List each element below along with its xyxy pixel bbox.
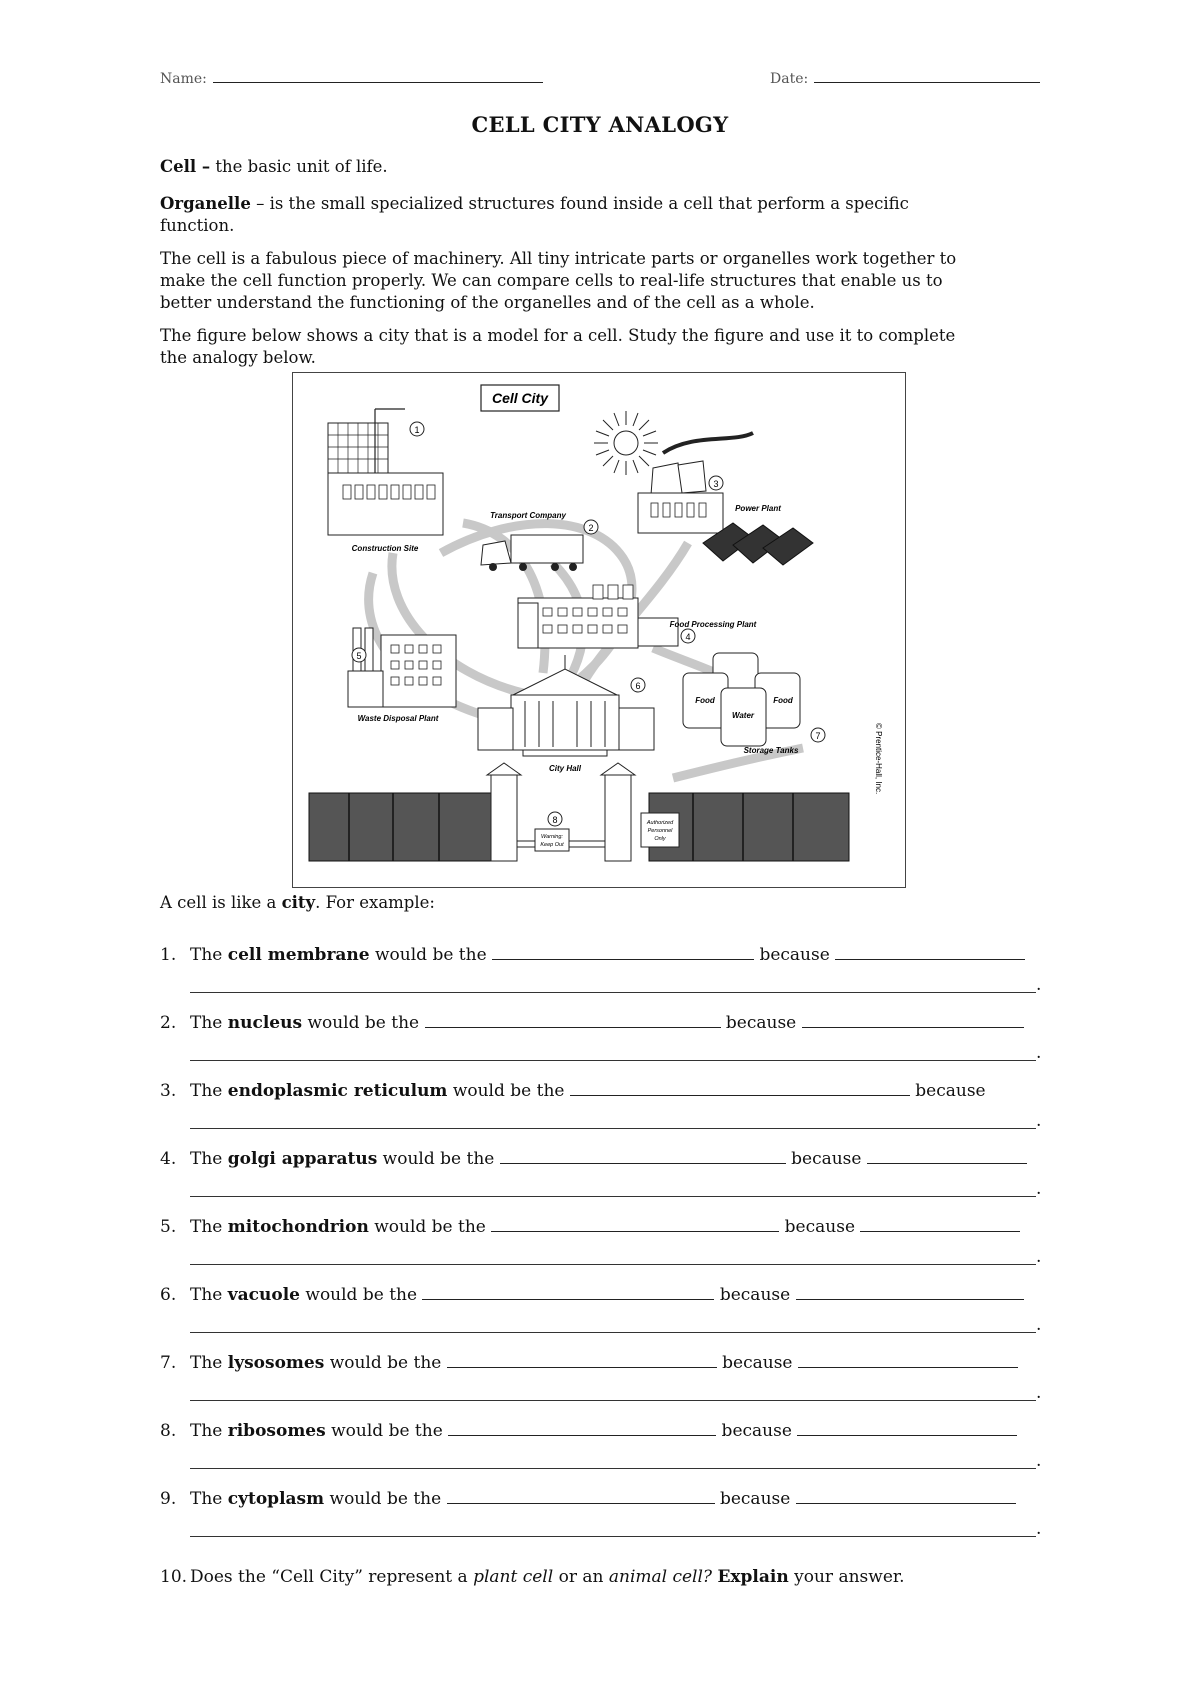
period: . [1036, 1179, 1042, 1199]
lead-in [160, 892, 1040, 914]
question-number: 7. [160, 1353, 177, 1373]
q-post: because [716, 1353, 798, 1373]
q-mid: would be the [324, 1489, 447, 1509]
answer-blank[interactable] [492, 945, 754, 960]
q-pre: The [190, 1489, 228, 1509]
q-post: because [714, 1489, 796, 1509]
question-6 [160, 1284, 1040, 1306]
q10-animal-cell: animal cell? [608, 1567, 713, 1587]
lead-in-suffix: . For example: [315, 893, 435, 912]
label-transport: Transport Company [490, 511, 566, 520]
label-food-processing: Food Processing Plant [669, 620, 757, 629]
question-10 [160, 1566, 1040, 1588]
intro-p1-line1: The cell is a fabulous piece of machinery. All tiny intricate parts or organelles work together to [160, 249, 957, 268]
q-pre: The [190, 1421, 228, 1441]
q-pre: The [190, 1285, 228, 1305]
construction-site [328, 409, 443, 553]
q10-plant-cell: plant cell [473, 1567, 554, 1587]
q10-text-4: your answer. [788, 1567, 905, 1587]
q-mid: would be the [369, 945, 493, 965]
marker-7: 7 [815, 731, 821, 741]
q-mid: would be the [377, 1149, 500, 1169]
date-line[interactable] [814, 70, 1040, 83]
period: . [1036, 1247, 1042, 1267]
q-post: because [720, 1013, 802, 1033]
period: . [1036, 1519, 1042, 1539]
organelle-def-1: – is the small specialized structures found inside a cell that perform a specific [250, 194, 909, 213]
question-number: 1. [160, 945, 177, 965]
marker-6: 6 [635, 681, 641, 691]
reason-blank[interactable] [796, 1285, 1024, 1300]
q10-text-2: or an [553, 1567, 609, 1587]
label-waste: Waste Disposal Plant [357, 714, 439, 723]
organelle-definition [160, 193, 1040, 237]
answer-blank[interactable] [447, 1353, 717, 1368]
label-city-hall: City Hall [548, 764, 582, 773]
warning-line-2: Keep Out [540, 842, 564, 848]
q-term: vacuole [227, 1285, 300, 1305]
q-post: because [716, 1421, 798, 1441]
question-number: 4. [160, 1149, 177, 1169]
lead-in-prefix: A cell is like a [160, 893, 282, 912]
question-2 [160, 1012, 1040, 1034]
answer-blank[interactable] [491, 1217, 779, 1232]
intro-p1-line2: make the cell function properly. We can compare cells to real-life structures that enable us to [160, 271, 943, 290]
intro-p2-line2: the analogy below. [160, 348, 316, 367]
question-4 [160, 1148, 1040, 1170]
sun [594, 411, 658, 475]
question-number: 5. [160, 1217, 177, 1237]
reason-line-8[interactable] [190, 1468, 1036, 1469]
cell-def: the basic unit of life. [210, 157, 388, 176]
reason-blank[interactable] [798, 1353, 1018, 1368]
answer-blank[interactable] [422, 1285, 714, 1300]
q-post: because [779, 1217, 861, 1237]
question-1 [160, 944, 1040, 966]
marker-8: 8 [552, 815, 558, 825]
reason-blank[interactable] [796, 1489, 1016, 1504]
q-term: mitochondrion [227, 1217, 369, 1237]
reason-line-7[interactable] [190, 1400, 1036, 1401]
organelle-def-2: function. [160, 216, 235, 235]
food-processing-plant [518, 585, 757, 648]
marker-4: 4 [685, 632, 691, 642]
reason-blank[interactable] [802, 1013, 1024, 1028]
period: . [1036, 1383, 1042, 1403]
reason-blank[interactable] [797, 1421, 1017, 1436]
q-post: because [785, 1149, 867, 1169]
q-term: cytoplasm [227, 1489, 325, 1509]
page-title: CELL CITY ANALOGY [471, 112, 729, 137]
marker-5: 5 [356, 651, 362, 661]
question-8 [160, 1420, 1040, 1442]
question-number: 6. [160, 1285, 177, 1305]
label-food-2: Food [773, 696, 793, 705]
q-pre: The [190, 1149, 228, 1169]
q-mid: would be the [302, 1013, 425, 1033]
question-number: 10. [160, 1567, 188, 1587]
answer-blank[interactable] [570, 1081, 910, 1096]
reason-line-2[interactable] [190, 1060, 1036, 1061]
date-field[interactable] [770, 70, 1040, 87]
q10-explain: Explain [717, 1567, 789, 1587]
q-mid: would be the [324, 1353, 447, 1373]
waste-disposal-plant [348, 628, 456, 723]
intro-p2-line1: The figure below shows a city that is a model for a cell. Study the figure and use it to complete [160, 326, 956, 345]
lead-in-bold: city [281, 893, 316, 912]
period: . [1036, 1451, 1042, 1471]
reason-line-5[interactable] [190, 1264, 1036, 1265]
reason-line-9[interactable] [190, 1536, 1036, 1537]
marker-3: 3 [713, 479, 719, 489]
question-number: 9. [160, 1489, 177, 1509]
auth-line-2: Personnel [647, 828, 673, 834]
reason-blank[interactable] [835, 945, 1025, 960]
q-term: lysosomes [227, 1353, 325, 1373]
city-hall [478, 655, 654, 773]
label-power: Power Plant [735, 504, 781, 513]
q10-text-1: Does the “Cell City” represent a [190, 1567, 474, 1587]
q-post: because [909, 1081, 986, 1101]
q-pre: The [190, 945, 228, 965]
copyright-text: © Prentice-Hall, Inc. [874, 723, 883, 795]
name-field[interactable] [160, 70, 543, 87]
q-pre: The [190, 1013, 228, 1033]
intro-paragraph-2 [160, 325, 1040, 369]
label-storage: Storage Tanks [743, 746, 799, 755]
label-construction: Construction Site [351, 544, 419, 553]
organelle-term: Organelle [160, 194, 251, 213]
intro-paragraph-1 [160, 248, 1040, 314]
q-mid: would be the [447, 1081, 570, 1101]
answer-blank[interactable] [448, 1421, 716, 1436]
question-number: 3. [160, 1081, 177, 1101]
question-7 [160, 1352, 1040, 1374]
reason-blank[interactable] [867, 1149, 1027, 1164]
q-term: nucleus [227, 1013, 303, 1033]
auth-line-3: Only [654, 836, 666, 842]
q-term: golgi apparatus [227, 1149, 378, 1169]
name-line[interactable] [213, 70, 543, 83]
q-post: because [754, 945, 836, 965]
q-mid: would be the [368, 1217, 492, 1237]
cell-city-illustration [293, 373, 905, 887]
q-mid: would be the [325, 1421, 449, 1441]
label-food: Food [695, 696, 715, 705]
label-water: Water [731, 711, 755, 720]
fence [309, 763, 849, 861]
power-plant [638, 433, 813, 565]
name-label: Name: [160, 71, 207, 87]
q-pre: The [190, 1353, 228, 1373]
answer-blank[interactable] [500, 1149, 786, 1164]
date-label: Date: [770, 71, 809, 87]
answer-blank[interactable] [447, 1489, 715, 1504]
q-term: cell membrane [227, 945, 370, 965]
reason-line-6[interactable] [190, 1332, 1036, 1333]
marker-1: 1 [414, 425, 420, 435]
cell-city-figure [292, 372, 906, 888]
question-number: 2. [160, 1013, 177, 1033]
reason-blank[interactable] [860, 1217, 1020, 1232]
q-mid: would be the [299, 1285, 423, 1305]
marker-2: 2 [588, 523, 594, 533]
q-post: because [714, 1285, 796, 1305]
reason-line-1[interactable] [190, 992, 1036, 993]
figure-title: Cell City [491, 390, 549, 406]
q-pre: The [190, 1081, 228, 1101]
q-term: ribosomes [227, 1421, 326, 1441]
question-9 [160, 1488, 1040, 1510]
period: . [1036, 1111, 1042, 1131]
question-3 [160, 1080, 1040, 1102]
period: . [1036, 975, 1042, 995]
intro-p1-line3: better understand the functioning of the organelles and of the cell as a whole. [160, 293, 815, 312]
reason-line-3[interactable] [190, 1128, 1036, 1129]
question-number: 8. [160, 1421, 177, 1441]
warning-line-1: Warning: [541, 834, 563, 840]
cell-term: Cell – [160, 157, 211, 176]
auth-line-1: Authorized [646, 820, 674, 826]
period: . [1036, 1043, 1042, 1063]
answer-blank[interactable] [425, 1013, 721, 1028]
cell-definition [160, 156, 1040, 178]
period: . [1036, 1315, 1042, 1335]
reason-line-4[interactable] [190, 1196, 1036, 1197]
q-term: endoplasmic reticulum [227, 1081, 448, 1101]
question-5 [160, 1216, 1040, 1238]
q-pre: The [190, 1217, 228, 1237]
